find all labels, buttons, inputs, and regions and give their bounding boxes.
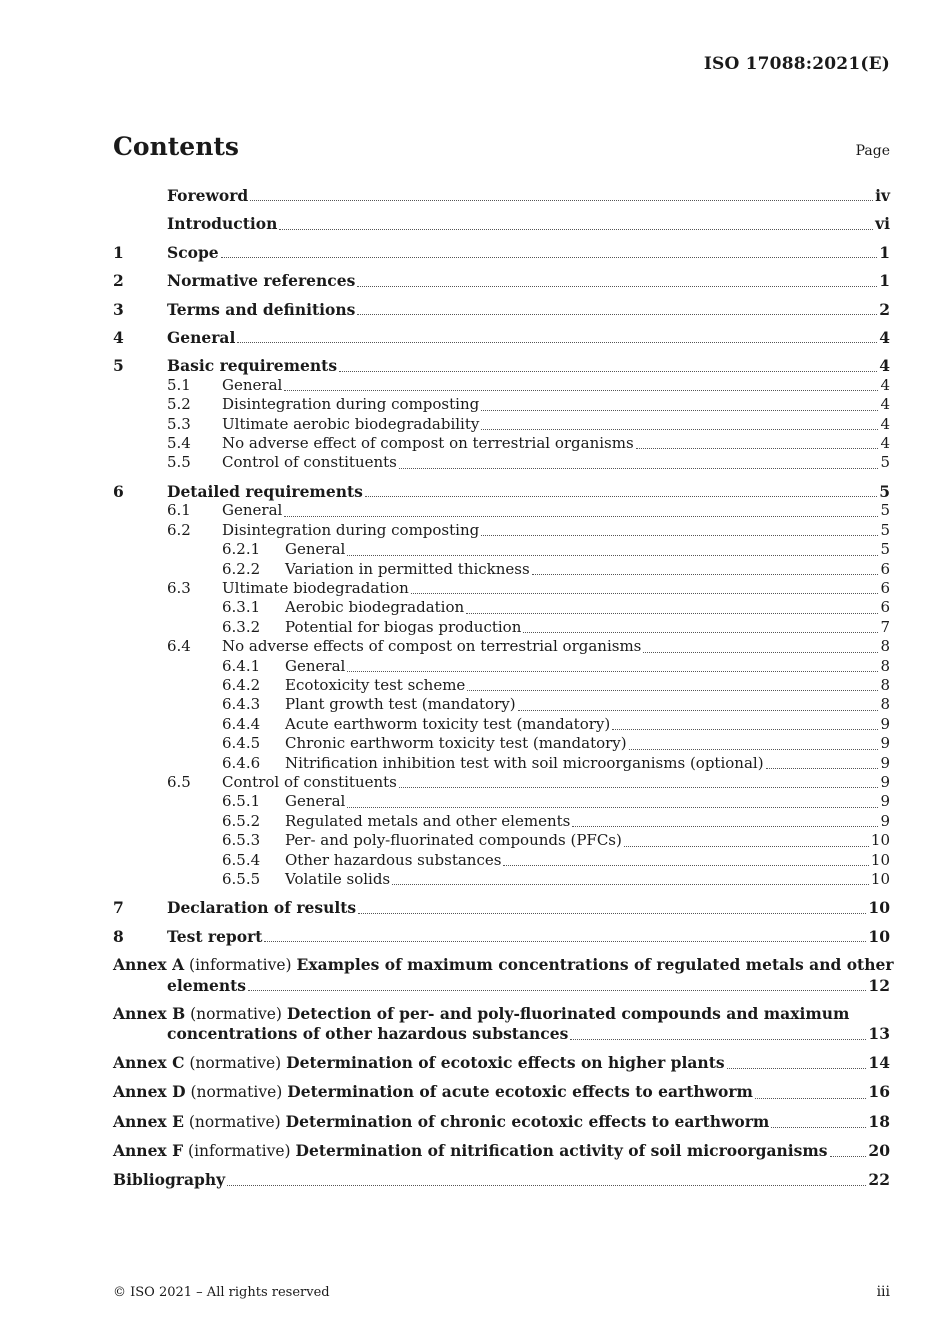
toc-entry-page: 1 [879, 242, 890, 262]
annex-label: Annex E [113, 1111, 184, 1131]
dot-leader [771, 1127, 866, 1128]
toc-entry-number: 6.3.2 [222, 617, 261, 636]
toc-entry-title: Aerobic biodegradation [285, 598, 465, 617]
toc-entry-title: General [167, 328, 236, 348]
annex-label: Annex C [113, 1052, 185, 1072]
toc-entry-page: 9 [880, 792, 890, 811]
toc-entry-title: Regulated metals and other elements [285, 811, 571, 830]
toc-entry-title: Potential for biogas production [285, 617, 522, 636]
annex-label: Annex F [113, 1141, 184, 1161]
toc-annex-entry[interactable] [113, 1004, 890, 1044]
toc-entry-number: 6.4.2 [222, 675, 261, 694]
toc-entry-page: 2 [879, 299, 890, 319]
toc-entry-number: 6.5.4 [222, 850, 261, 869]
toc-entry[interactable] [113, 657, 890, 676]
toc-entry[interactable] [113, 598, 890, 617]
dot-leader [503, 865, 868, 866]
toc-entry[interactable] [113, 453, 890, 472]
toc-entry[interactable] [113, 792, 890, 811]
toc-entry-title: General [222, 501, 283, 520]
toc-entry[interactable] [113, 676, 890, 695]
toc-annex-entry[interactable] [113, 1112, 890, 1132]
dot-leader [347, 671, 878, 672]
toc-entry-title: Disintegration during composting [222, 395, 480, 414]
annex-title: Determination of acute ecotoxic effects to earthworm [287, 1082, 753, 1102]
toc-entry[interactable] [113, 754, 890, 773]
toc-entry-title: Ultimate biodegradation [222, 578, 409, 597]
page-column-label: Page [855, 143, 890, 159]
toc-entry-page: 12 [868, 975, 890, 995]
toc-entry[interactable] [113, 851, 890, 870]
toc-entry-number: 6.4.6 [222, 753, 261, 772]
toc-entry[interactable] [113, 831, 890, 850]
annex-title: Determination of ecotoxic effects on higher plants [286, 1052, 725, 1072]
toc-entry-number: 5 [113, 356, 124, 376]
annex-kind: (informative) [188, 1142, 291, 1161]
dot-leader [357, 314, 877, 315]
toc-entry-page: 6 [880, 578, 890, 597]
toc-entry-title: Other hazardous substances [285, 850, 502, 869]
toc-entry-title: Bibliography [113, 1170, 226, 1190]
toc-entry-page: 1 [879, 271, 890, 291]
annex-kind: (normative) [188, 1112, 281, 1131]
toc-entry[interactable] [113, 243, 890, 262]
toc-entry[interactable] [113, 560, 890, 579]
toc-entry-title: Basic requirements [167, 356, 338, 376]
annex-title-continued: elements [167, 975, 247, 995]
toc-entry-page: 4 [880, 395, 890, 414]
toc-entry-number: 6.5.5 [222, 870, 261, 888]
toc-entry-number: 6.5.2 [222, 811, 261, 830]
annex-title: Examples of maximum concentrations of regulated metals and other [296, 955, 894, 975]
toc-entry-page: 5 [880, 501, 890, 520]
toc-annex-entry[interactable] [113, 955, 894, 995]
toc-entry-page: 6 [880, 598, 890, 617]
dot-leader [523, 632, 878, 633]
toc-entry-page: 8 [880, 637, 890, 656]
toc-entry-page: 10 [870, 831, 890, 850]
dot-leader [227, 1185, 866, 1186]
toc-entry-number: 3 [113, 299, 124, 319]
toc-entry-title: Chronic earthworm toxicity test (mandatory) [285, 734, 627, 753]
dot-leader [284, 390, 878, 391]
toc-entry-number: 6.2.1 [222, 540, 261, 559]
dot-leader [481, 429, 878, 430]
toc-entry[interactable] [113, 898, 890, 917]
toc-entry[interactable] [113, 540, 890, 559]
dot-leader [399, 787, 879, 788]
toc-entry-number: 6.4.4 [222, 714, 261, 733]
toc-entry-number: 6.5 [167, 772, 191, 791]
toc-entry-title: Volatile solids [285, 870, 391, 888]
toc-entry-number: 6.5.1 [222, 792, 261, 811]
toc-entry-page: 5 [880, 453, 890, 472]
toc-entry-page: 5 [879, 481, 890, 501]
toc-entry-page: 9 [880, 772, 890, 791]
toc-entry-page: 9 [880, 753, 890, 772]
toc-entry[interactable] [113, 715, 890, 734]
toc-entry[interactable] [113, 695, 890, 714]
dot-leader [392, 884, 869, 885]
toc-entry[interactable] [113, 434, 890, 453]
toc-entry-number: 6.3 [167, 578, 191, 597]
toc-entry-page: 4 [879, 356, 890, 376]
table-of-contents [113, 186, 894, 1190]
dot-leader [466, 613, 878, 614]
toc-bibliography-entry[interactable] [113, 1170, 890, 1189]
dot-leader [570, 1039, 866, 1040]
dot-leader [727, 1068, 867, 1069]
toc-entry-title: Detailed requirements [167, 481, 363, 501]
dot-leader [629, 749, 879, 750]
toc-entry[interactable] [113, 521, 890, 540]
toc-entry-number: 5.5 [167, 453, 191, 472]
annex-kind: (informative) [189, 956, 292, 975]
toc-entry-title: Per- and poly-fluorinated compounds (PFCs) [285, 831, 622, 850]
toc-entry-page: 5 [880, 520, 890, 539]
annex-label: Annex D [113, 1082, 186, 1102]
toc-entry-page: 18 [868, 1111, 890, 1131]
toc-entry-page: 6 [880, 559, 890, 578]
dot-leader [284, 516, 878, 517]
dot-leader [347, 807, 878, 808]
dot-leader [481, 410, 878, 411]
dot-leader [250, 200, 873, 201]
toc-entry-title: General [285, 540, 346, 559]
toc-entry-number: 7 [113, 898, 124, 918]
dot-leader [636, 448, 879, 449]
toc-entry[interactable] [113, 214, 890, 233]
toc-entry-page: 4 [879, 328, 890, 348]
toc-entry-number: 5.2 [167, 395, 191, 414]
toc-entry-page: 5 [880, 540, 890, 559]
dot-leader [830, 1156, 867, 1157]
annex-title-continued: concentrations of other hazardous substances [167, 1024, 569, 1044]
page-number: iii [876, 1284, 890, 1300]
toc-entry-title: Introduction [167, 214, 278, 234]
dot-leader [481, 535, 878, 536]
toc-entry[interactable] [113, 870, 890, 889]
toc-entry[interactable] [113, 356, 890, 375]
toc-entry-number: 4 [113, 328, 124, 348]
toc-entry-page: 14 [868, 1052, 890, 1072]
toc-entry-title: Foreword [167, 186, 249, 205]
dot-leader [411, 593, 879, 594]
toc-entry-title: Plant growth test (mandatory) [285, 695, 516, 714]
page-title: Contents [113, 132, 240, 161]
toc-entry-page: 20 [868, 1141, 890, 1161]
toc-entry-page: 7 [880, 617, 890, 636]
toc-annex-entry[interactable] [113, 1082, 890, 1102]
toc-entry-page: 10 [868, 898, 890, 918]
dot-leader [279, 229, 873, 230]
dot-leader [264, 941, 866, 942]
toc-entry-title: Ultimate aerobic biodegradability [222, 414, 480, 433]
annex-label: Annex B [113, 1004, 186, 1024]
dot-leader [358, 913, 866, 914]
annex-title: Detection of per- and poly-fluorinated compounds and maximum [286, 1004, 850, 1024]
dot-leader [612, 729, 878, 730]
dot-leader [518, 710, 879, 711]
toc-entry[interactable] [113, 300, 890, 319]
toc-entry-title: General [285, 656, 346, 675]
toc-entry-number: 6.3.1 [222, 598, 261, 617]
toc-entry-page: 4 [880, 414, 890, 433]
dot-leader [572, 826, 878, 827]
toc-entry[interactable] [113, 186, 890, 205]
toc-entry-title: Ecotoxicity test scheme [285, 675, 466, 694]
annex-title: Determination of chronic ecotoxic effects to earthworm [285, 1111, 770, 1131]
toc-entry-number: 2 [113, 271, 124, 291]
toc-annex-entry[interactable] [113, 1141, 890, 1161]
toc-entry-page: 16 [868, 1082, 890, 1102]
toc-entry[interactable] [113, 579, 890, 598]
toc-entry-number: 6.4.5 [222, 734, 261, 753]
toc-entry-page: 9 [880, 734, 890, 753]
toc-entry-number: 6.2.2 [222, 559, 261, 578]
dot-leader [237, 342, 877, 343]
toc-entry-title: Scope [167, 242, 219, 262]
toc-entry-title: No adverse effect of compost on terrestrial organisms [222, 434, 634, 453]
toc-entry[interactable] [113, 637, 890, 656]
dot-leader [755, 1098, 867, 1099]
toc-entry-title: Disintegration during composting [222, 520, 480, 539]
toc-entry-title: General [285, 792, 346, 811]
dot-leader [357, 286, 877, 287]
toc-entry[interactable] [113, 328, 890, 347]
toc-entry-page: 10 [868, 926, 890, 946]
toc-entry[interactable] [113, 376, 890, 395]
dot-leader [221, 257, 878, 258]
toc-entry[interactable] [113, 415, 890, 434]
annex-title: Determination of nitrification activity of soil microorganisms [295, 1141, 828, 1161]
dot-leader [467, 690, 878, 691]
copyright-notice: © ISO 2021 – All rights reserved [113, 1285, 330, 1300]
toc-entry-page: 22 [868, 1170, 890, 1190]
toc-entry-title: Test report [167, 926, 263, 946]
toc-entry[interactable] [113, 927, 890, 946]
toc-entry-number: 5.3 [167, 414, 191, 433]
toc-entry-title: Variation in permitted thickness [285, 559, 530, 578]
toc-entry-number: 6.4.3 [222, 695, 261, 714]
toc-entry-page: 9 [880, 714, 890, 733]
toc-entry[interactable] [113, 482, 890, 501]
dot-leader [248, 990, 866, 991]
annex-kind: (normative) [190, 1083, 283, 1102]
toc-entry-page: 8 [880, 695, 890, 714]
toc-entry-title: Acute earthworm toxicity test (mandatory) [285, 714, 611, 733]
toc-entry[interactable] [113, 271, 890, 290]
toc-entry-title: Nitrification inhibition test with soil microorganisms (optional) [285, 753, 764, 772]
toc-entry-number: 6 [113, 481, 124, 501]
toc-entry-number: 6.5.3 [222, 831, 261, 850]
toc-entry[interactable] [113, 501, 890, 520]
toc-entry-number: 6.1 [167, 501, 191, 520]
toc-entry-title: Normative references [167, 271, 356, 291]
toc-entry-title: General [222, 375, 283, 394]
toc-entry[interactable] [113, 618, 890, 637]
annex-kind: (normative) [190, 1005, 282, 1024]
toc-entry-title: Control of constituents [222, 453, 397, 472]
toc-entry-page: 10 [870, 850, 890, 869]
toc-entry-number: 6.4 [167, 637, 191, 656]
document-id: ISO 17088:2021(E) [703, 54, 890, 74]
dot-leader [339, 371, 877, 372]
toc-entry-title: Terms and definitions [167, 299, 356, 319]
annex-kind: (normative) [189, 1053, 282, 1072]
toc-entry-number: 5.1 [167, 375, 191, 394]
toc-entry[interactable] [113, 395, 890, 414]
toc-entry[interactable] [113, 773, 890, 792]
toc-entry-page: 10 [870, 870, 890, 888]
dot-leader [643, 652, 878, 653]
toc-entry-page: 4 [880, 434, 890, 453]
dot-leader [624, 846, 869, 847]
toc-entry-page: 9 [880, 811, 890, 830]
dot-leader [399, 468, 879, 469]
toc-entry-page: 13 [868, 1024, 890, 1044]
toc-entry-title: Declaration of results [167, 898, 357, 918]
toc-entry-title: Control of constituents [222, 772, 397, 791]
dot-leader [347, 555, 878, 556]
toc-entry-page: 8 [880, 675, 890, 694]
toc-entry-number: 5.4 [167, 434, 191, 453]
toc-entry-page: 4 [880, 375, 890, 394]
dot-leader [766, 768, 879, 769]
toc-entry-page: iv [875, 186, 890, 205]
toc-entry-number: 1 [113, 242, 124, 262]
toc-entry-page: vi [875, 214, 890, 234]
toc-entry-number: 8 [113, 926, 124, 946]
toc-entry[interactable] [113, 734, 890, 753]
toc-entry-number: 6.2 [167, 520, 191, 539]
annex-label: Annex A [113, 955, 185, 975]
toc-entry[interactable] [113, 812, 890, 831]
toc-annex-entry[interactable] [113, 1053, 890, 1073]
dot-leader [532, 574, 879, 575]
toc-entry-page: 8 [880, 656, 890, 675]
dot-leader [365, 496, 877, 497]
toc-entry-title: No adverse effects of compost on terrestrial organisms [222, 637, 642, 656]
toc-entry-number: 6.4.1 [222, 656, 261, 675]
